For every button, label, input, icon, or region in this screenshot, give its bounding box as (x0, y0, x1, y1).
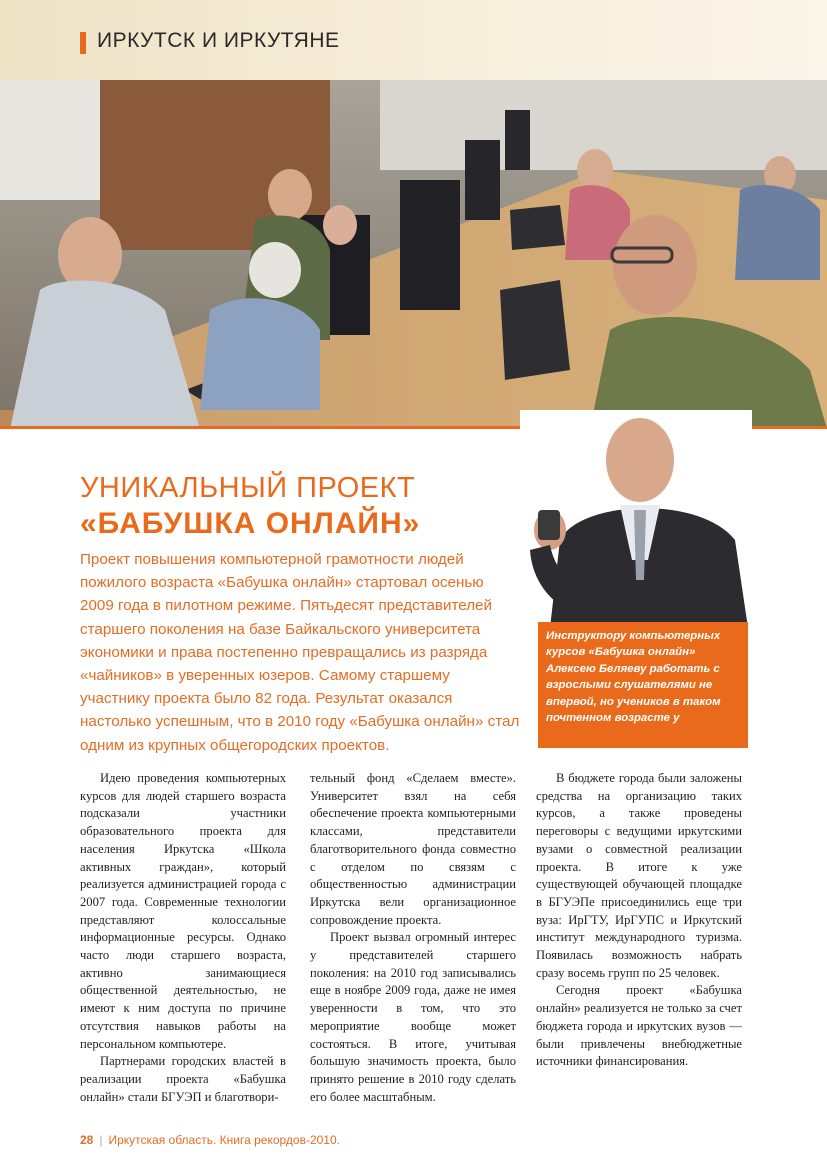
book-title: Иркутская область. Книга рекордов-2010. (108, 1133, 340, 1147)
photo-caption: Инструктору компьютерных курсов «Бабушка онлайн» Алексею Беляеву работать с взрослыми слушателями не впервой, но учеников в таком почтенном возрасте у (546, 630, 721, 725)
paragraph: В бюджете города были заложены средства на организацию таких курсов, а также проведены переговоры с ведущими иркутскими вузами о совместной реализации проекта. В итоге к уже существующей обучающей площадке в БГУЭПе присоединились еще три вуза: ИрГТУ, ИрГУПС и Иркутский институт международного туризма. Появилась возможность набрать сразу восемь групп по 25 человек. (536, 771, 742, 980)
section-title: ИРКУТСК И ИРКУТЯНЕ (97, 29, 340, 52)
instructor-photo (520, 410, 752, 628)
paragraph: Проект вызвал огромный интерес у представителей старшего поколения: на 2010 год записывались еще в ноябре 2009 года, даже не имея уверенности в том, что это мероприятие вообще может состояться. В итоге, учитывая большую значимость проекта, было принято решение в 2010 году сделать его более масштабным. (310, 930, 516, 1104)
paragraph: Сегодня проект «Бабушка онлайн» реализуется не только за счет бюджета города и иркутских вузов — были привлечены внебюджетные источники финансирования. (536, 983, 742, 1069)
body-column-3 (536, 770, 742, 1071)
photo-caption-box (538, 622, 748, 748)
section-marker-bar (80, 32, 86, 54)
body-column-1 (80, 770, 286, 1106)
computer-class-photo (0, 80, 827, 429)
paragraph: тельный фонд «Сделаем вместе». Университет взял на себя обеспечение проекта компьютерными классами, представители благотворительного фонда совместно с отделом по связям с общественностью администрации Иркутска вели организационное сопровождение проекта. (310, 771, 516, 927)
paragraph: Партнерами городских властей в реализации проекта «Бабушка онлайн» стали БГУЭП и благотвори- (80, 1054, 286, 1104)
headline-line-2: «БАБУШКА ОНЛАЙН» (80, 507, 421, 540)
headline-line-1: УНИКАЛЬНЫЙ ПРОЕКТ (80, 472, 416, 504)
body-column-2 (310, 770, 516, 1106)
article-headline (80, 470, 520, 542)
footer-separator: | (99, 1133, 103, 1147)
page-number: 28 (80, 1133, 94, 1147)
page-footer (80, 1133, 340, 1147)
paragraph: Идею проведения компьютерных курсов для людей старшего возраста подсказали участники образовательного проекта для населения Иркутска «Школа активных граждан», который реализуется администрацией города с 2007 года. Современные технологии представляют колоссальные информационные ресурсы. Однако часто люди старшего возраста, активно занимающиеся общественной деятельностью, не имеют к ним доступа по причине отсутствия навыков работы на персональном компьютере. (80, 771, 286, 1051)
lead-paragraph: Проект повышения компьютерной грамотности людей пожилого возраста «Бабушка онлайн» стартовал осенью 2009 года в пилотном режиме. Пятьдесят представителей старшего поколения на базе Байкальского университета экономики и права постепенно превращались из разряда «чайников» в уверенных юзеров. Самому старшему участнику проекта было 82 года. Результат оказался настолько успешным, что в 2010 году «Бабушка онлайн» стал одним из крупных общегородских проектов. (80, 551, 520, 754)
